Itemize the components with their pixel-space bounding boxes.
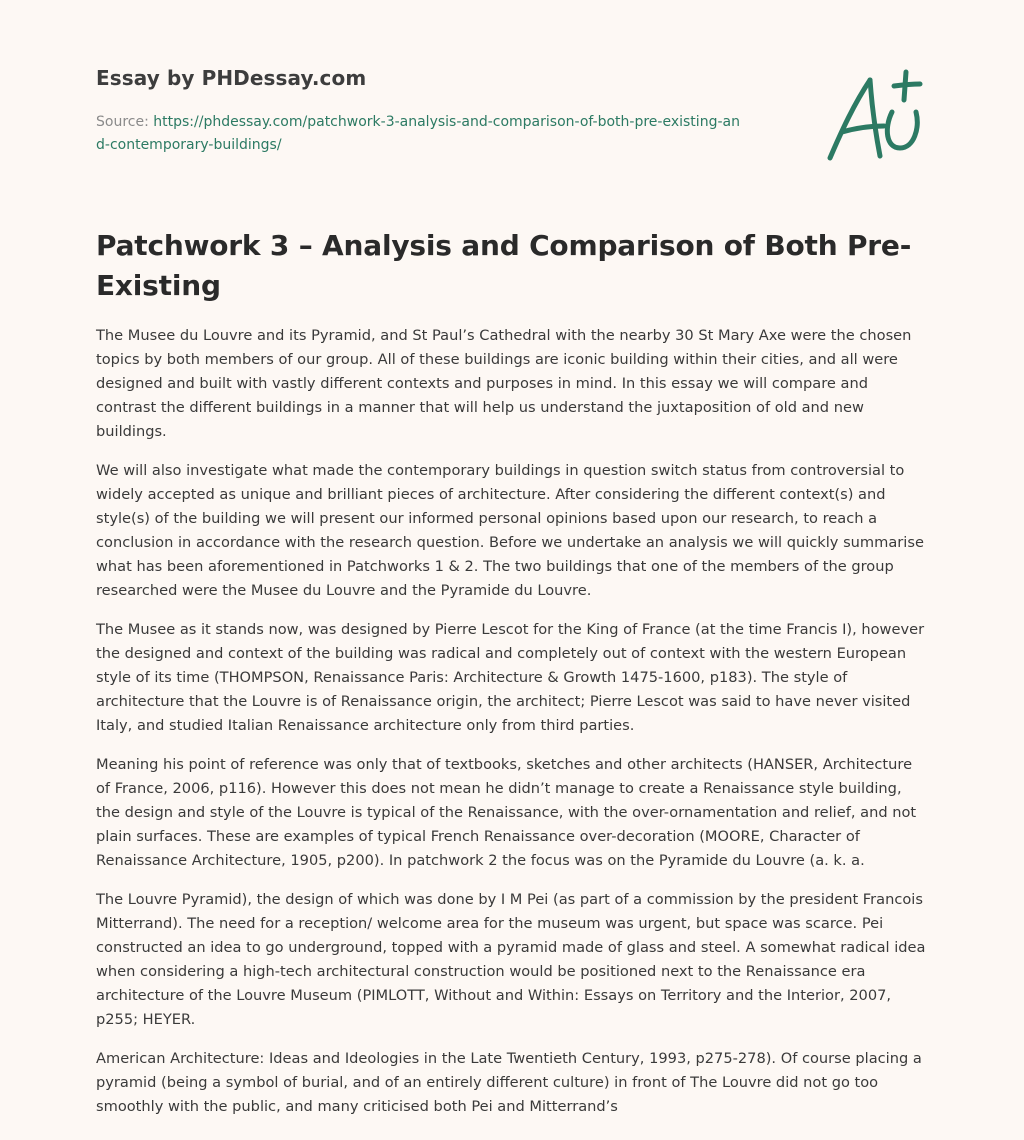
source-label: Source: — [96, 114, 154, 130]
essay-body — [96, 324, 930, 1134]
essay-paragraph: The Louvre Pyramid), the design of which was done by I M Pei (as part of a commission by the president Francois Mitterrand). The need for a reception/ welcome area for the museum was urgent, but space was scarce. Pei constructed an idea to go underground, topped with a pyramid made of glass and steel. A somewhat radical idea when considering a high-tech architectural construction would be positioned next to the Renaissance era architecture of the Louvre Museum (PIMLOTT, Without and Within: Essays on Territory and the Interior, 2007, p255; HEYER. — [96, 891, 926, 1028]
essay-paragraph: The Musee du Louvre and its Pyramid, and St Paul’s Cathedral with the nearby 30 St Mary Axe were the chosen topics by both members of our group. All of these buildings are iconic building within their cities, and all were designed and built with vastly different contexts and purposes in mind. In this essay we will compare and contrast the different buildings in a manner that will help us understand the juxtaposition of old and new buildings. — [96, 327, 912, 440]
source-line — [96, 111, 746, 157]
essay-title: Patchwork 3 – Analysis and Comparison of Both Pre-Existing — [96, 229, 912, 302]
essay-paragraph: American Architecture: Ideas and Ideologies in the Late Twentieth Century, 1993, p275-278). Of course placing a pyramid (being a symbol of burial, and of an entirely different culture) in front of The Louvre did not go too smoothly with the public, and many criticised both Pei and Mitterrand’s — [96, 1050, 922, 1115]
essay-paragraph: The Musee as it stands now, was designed by Pierre Lescot for the King of France (at the time Francis I), however the designed and context of the building was radical and completely out of context with the western European style of its time (THOMPSON, Renaissance Paris: Architecture & Growth 1475-1600, p183). The style of architecture that the Louvre is of Renaissance origin, the architect; Pierre Lescot was said to have never visited Italy, and studied Italian Renaissance architecture only from third parties. — [96, 621, 925, 734]
site-title: Essay by PHDessay.com — [96, 66, 367, 90]
essay-paragraph: Meaning his point of reference was only that of textbooks, sketches and other architects (HANSER, Architecture of France, 2006, p116). However this does not mean he didn’t manage to create a Renaissance style building, the design and style of the Louvre is typical of the Renaissance, with the over-ornamentation and relief, and not plain surfaces. These are examples of typical French Renaissance over-decoration (MOORE, Character of Renaissance Architecture, 1905, p200). In patchwork 2 the focus was on the Pyramide du Louvre (a. k. a. — [96, 756, 917, 869]
source-link[interactable]: https://phdessay.com/patchwork-3-analysis-and-comparison-of-both-pre-existing-and-contemporary-buildings/ — [96, 114, 740, 153]
a-plus-logo-icon — [820, 68, 930, 168]
essay-paragraph: We will also investigate what made the contemporary buildings in question switch status from controversial to widely accepted as unique and brilliant pieces of architecture. After considering the different context(s) and style(s) of the building we will present our informed personal opinions based upon our research, to reach a conclusion in accordance with the research question. Before we undertake an analysis we will quickly summarise what has been aforementioned in Patchworks 1 & 2. The two buildings that one of the members of the group researched were the Musee du Louvre and the Pyramide du Louvre. — [96, 462, 924, 599]
